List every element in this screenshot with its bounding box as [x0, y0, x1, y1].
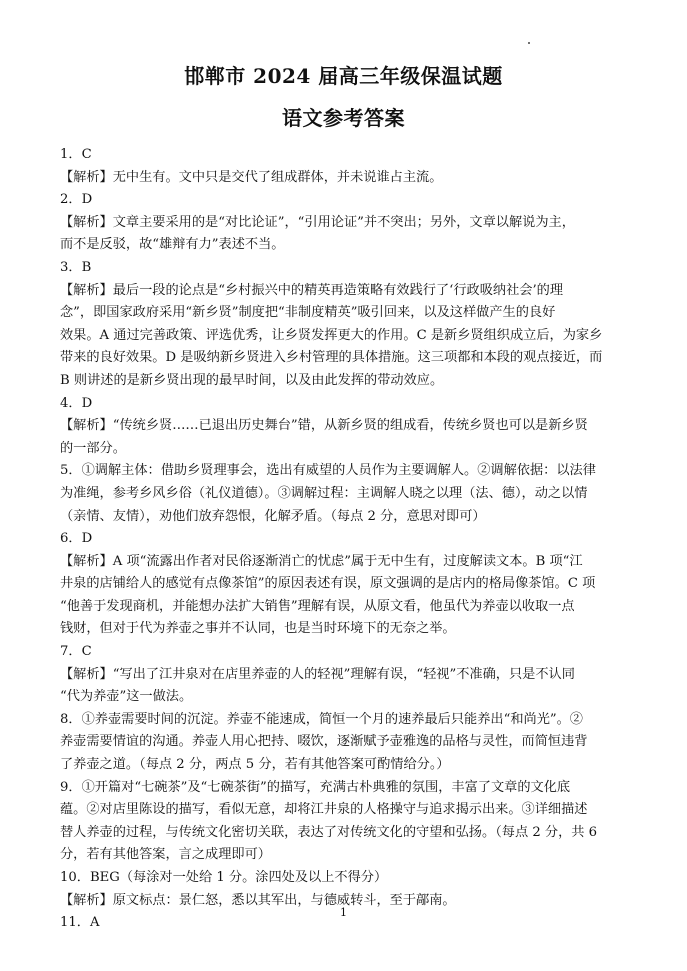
answer-body [60, 144, 630, 935]
text-line: 念”，即国家政府采用“新乡贤”制度把“非制度精英”吸引回来，以及这样做产生的良好 [60, 305, 556, 321]
text-line: 【解析】“写出了江井泉对在店里养壶的人的轻视”理解有误，“轻视”不准确，只是不认同 [60, 666, 575, 682]
text-line: 10．BEG（每涂对一处给 1 分。涂四处及以上不得分） [60, 870, 388, 885]
text-line: 5．①调解主体：借助乡贤理事会，选出有威望的人员作为主要调解人。②调解依据：以法律 [60, 463, 596, 479]
text-line: 【解析】“传统乡贤……已退出历史舞台”错，从新乡贤的组成看，传统乡贤也可以是新乡贤 [60, 418, 588, 434]
text-line: 养壶需要情谊的沟通。养壶人用心把持、啜饮，逐渐赋予壶雅逸的品格与灵性，而简恒违背 [60, 734, 588, 750]
text-line: 3．B [60, 259, 92, 275]
text-line: 的一部分。 [60, 440, 126, 456]
text-line: “他善于发现商机，并能想办法扩大销售”理解有误，从原文看，他虽代为养壶以收取一点 [60, 598, 575, 614]
text-line: 井泉的店铺给人的感觉有点像茶馆”的原因表述有误，原文强调的是店内的格局像茶馆。C 项 [60, 576, 596, 592]
page-number: 1 [340, 906, 347, 919]
text-line: 【解析】无中生有。文中只是交代了组成群体，并未说谁占主流。 [60, 169, 443, 185]
page-subtitle: 语文参考答案 [282, 106, 405, 130]
text-line: 【解析】最后一段的论点是“乡村振兴中的精英再造策略有效践行了‘行政吸纳社会’的理 [60, 282, 564, 298]
text-line: 【解析】原文标点：景仁怒，悉以其军出，与德威转斗，至于鄗南。 [60, 892, 456, 908]
text-line: 【解析】A 项“流露出作者对民俗逐渐消亡的忧虑”属于无中生有，过度解读文本。B 项“江 [60, 553, 583, 569]
text-line: 1．C [60, 147, 92, 162]
text-line: 效果。A 通过完善政策、评选优秀，让乡贤发挥更大的作用。C 是新乡贤组织成立后，为家乡 [60, 327, 603, 343]
text-line: 8．①养壶需要时间的沉淀。养壶不能速成，简恒一个月的速养最后只能养出“和尚光”。② [60, 711, 583, 727]
text-line: 7．C [60, 644, 92, 660]
text-line: 而不是反驳，故“雄辩有力”表述不当。 [60, 237, 285, 253]
page-title: 邯郸市 2024 届高三年级保温试题 [184, 64, 503, 88]
scan-speck [528, 42, 530, 44]
text-line: 为准绳，参考乡风乡俗（礼仪道德）。③调解过程：主调解人晓之以理（法、德），动之以情 [60, 485, 588, 501]
text-line: “代为养壶”这一做法。 [60, 689, 193, 705]
text-line: 6．D [60, 531, 93, 547]
text-line: 蕴。②对店里陈设的描写，看似无意，却将江井泉的人格操守与追求揭示出来。③详细描述 [60, 802, 588, 818]
text-line: （亲情、友情），劝他们放弃怨恨，化解矛盾。（每点 2 分，意思对即可） [60, 508, 486, 524]
text-line: 钱财，但对于代为养壶之事并不认同，也是当时环境下的无奈之举。 [60, 621, 456, 637]
text-line: 2．D [60, 192, 93, 208]
text-line: 带来的良好效果。D 是吸纳新乡贤进入乡村管理的具体措施。这三项都和本段的观点接近，而 [60, 350, 603, 366]
text-line: 替人养壶的过程，与传统文化密切关联，表达了对传统文化的守望和弘扬。（每点 2 分，共 6 [60, 824, 598, 840]
text-line: 11．A [60, 915, 100, 931]
text-line: B 则讲述的是新乡贤出现的最早时间，以及由此发挥的带动效应。 [60, 372, 444, 388]
text-line: 4．D [60, 395, 93, 411]
text-line: 9．①开篇对“七碗茶”及“七碗茶街”的描写，充满古朴典雅的氛围，丰富了文章的文化底 [60, 779, 571, 795]
text-line: 分，若有其他答案，言之成理即可） [60, 847, 271, 863]
text-line: 【解析】文章主要采用的是“对比论证”，“引用论证”并不突出；另外，文章以解说为主， [60, 214, 575, 230]
text-line: 了养壶之道。（每点 2 分，两点 5 分，若有其他答案可酌情给分。） [60, 757, 450, 773]
